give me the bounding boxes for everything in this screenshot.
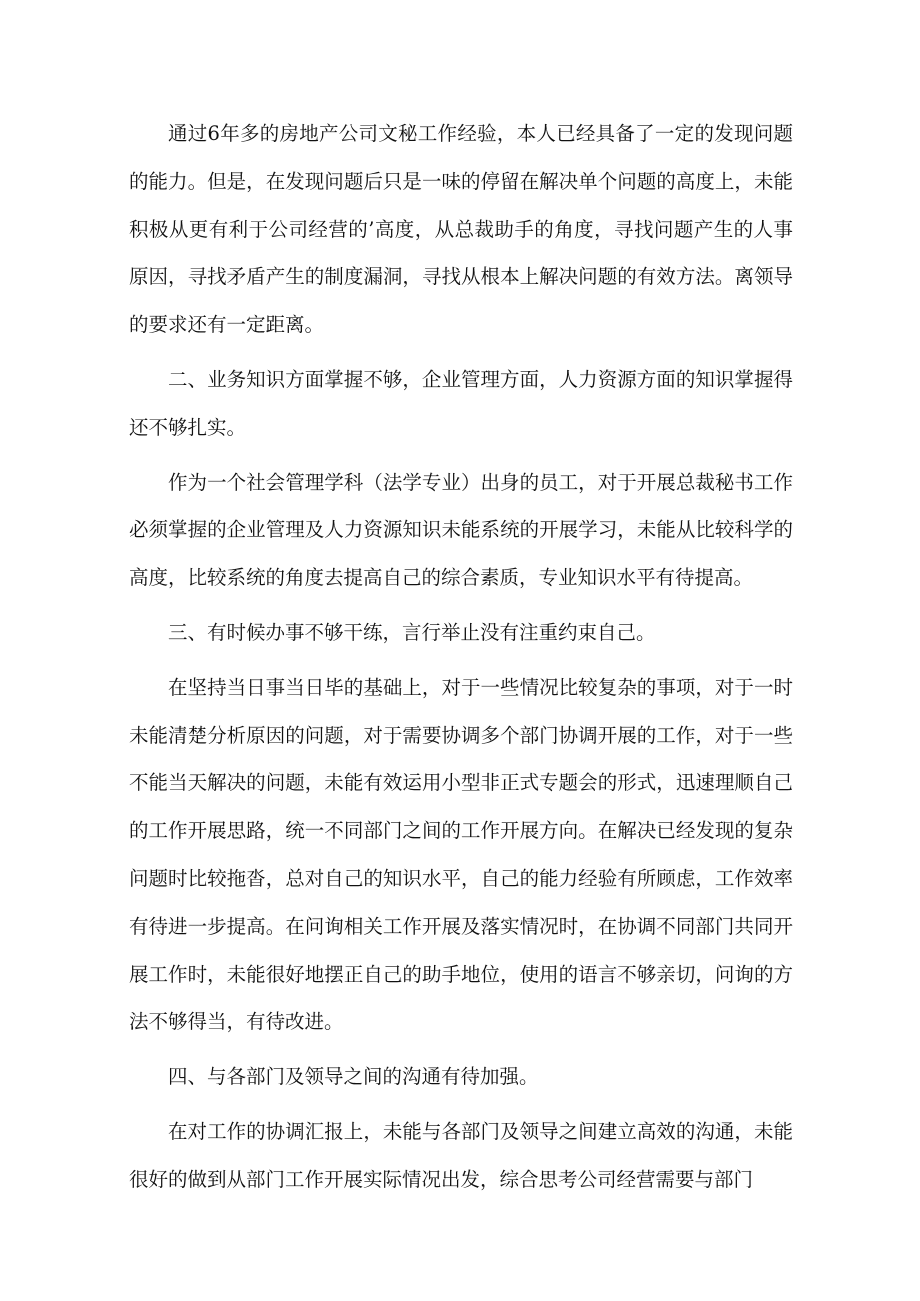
- paragraph-experience-summary: 通过6年多的房地产公司文秘工作经验，本人已经具备了一定的发现问题的能力。但是，在发现问题后只是一味的停留在解决单个问题的高度上，未能积极从更有利于公司经营的’高度，从总裁助手的角度，寻找问题产生的人事原因，寻找矛盾产生的制度漏洞，寻找从根本上解决问题的有效方法。离领导的要求还有一定距离。: [129, 122, 793, 337]
- paragraph-business-knowledge: 作为一个社会管理学科（法学专业）出身的员工，对于开展总裁秘书工作必须掌握的企业管理及人力资源知识未能系统的开展学习，未能从比较科学的高度，比较系统的角度去提高自己的综合素质，专业知识水平有待提高。: [129, 470, 793, 590]
- paragraph-work-efficiency: 在坚持当日事当日毕的基础上，对于一些情况比较复杂的事项，对于一时未能清楚分析原因的问题，对于需要协调多个部门协调开展的工作，对于一些不能当天解决的问题，未能有效运用小型非正式专题会的形式，迅速理顺自己的工作开展思路，统一不同部门之间的工作开展方向。在解决已经发现的复杂问题时比较拖沓，总对自己的知识水平，自己的能力经验有所顾虑，工作效率有待进一步提高。在问询相关工作开展及落实情况时，在协调不同部门共同开展工作时，未能很好地摆正自己的助手地位，使用的语言不够亲切，问询的方法不够得当，有待改进。: [129, 675, 793, 1034]
- document-body: [129, 110, 793, 1211]
- paragraph-communication: 在对工作的协调汇报上，未能与各部门及领导之间建立高效的沟通，未能很好的做到从部门工作开展实际情况出发，综合思考公司经营需要与部门: [129, 1119, 793, 1191]
- heading-communication: 四、与各部门及领导之间的沟通有待加强。: [168, 1065, 539, 1089]
- heading-work-efficiency: 三、有时候办事不够干练，言行举止没有注重约束自己。: [168, 620, 656, 644]
- heading-business-knowledge: 二、业务知识方面掌握不够，企业管理方面，人力资源方面的知识掌握得还不够扎实。: [129, 367, 793, 439]
